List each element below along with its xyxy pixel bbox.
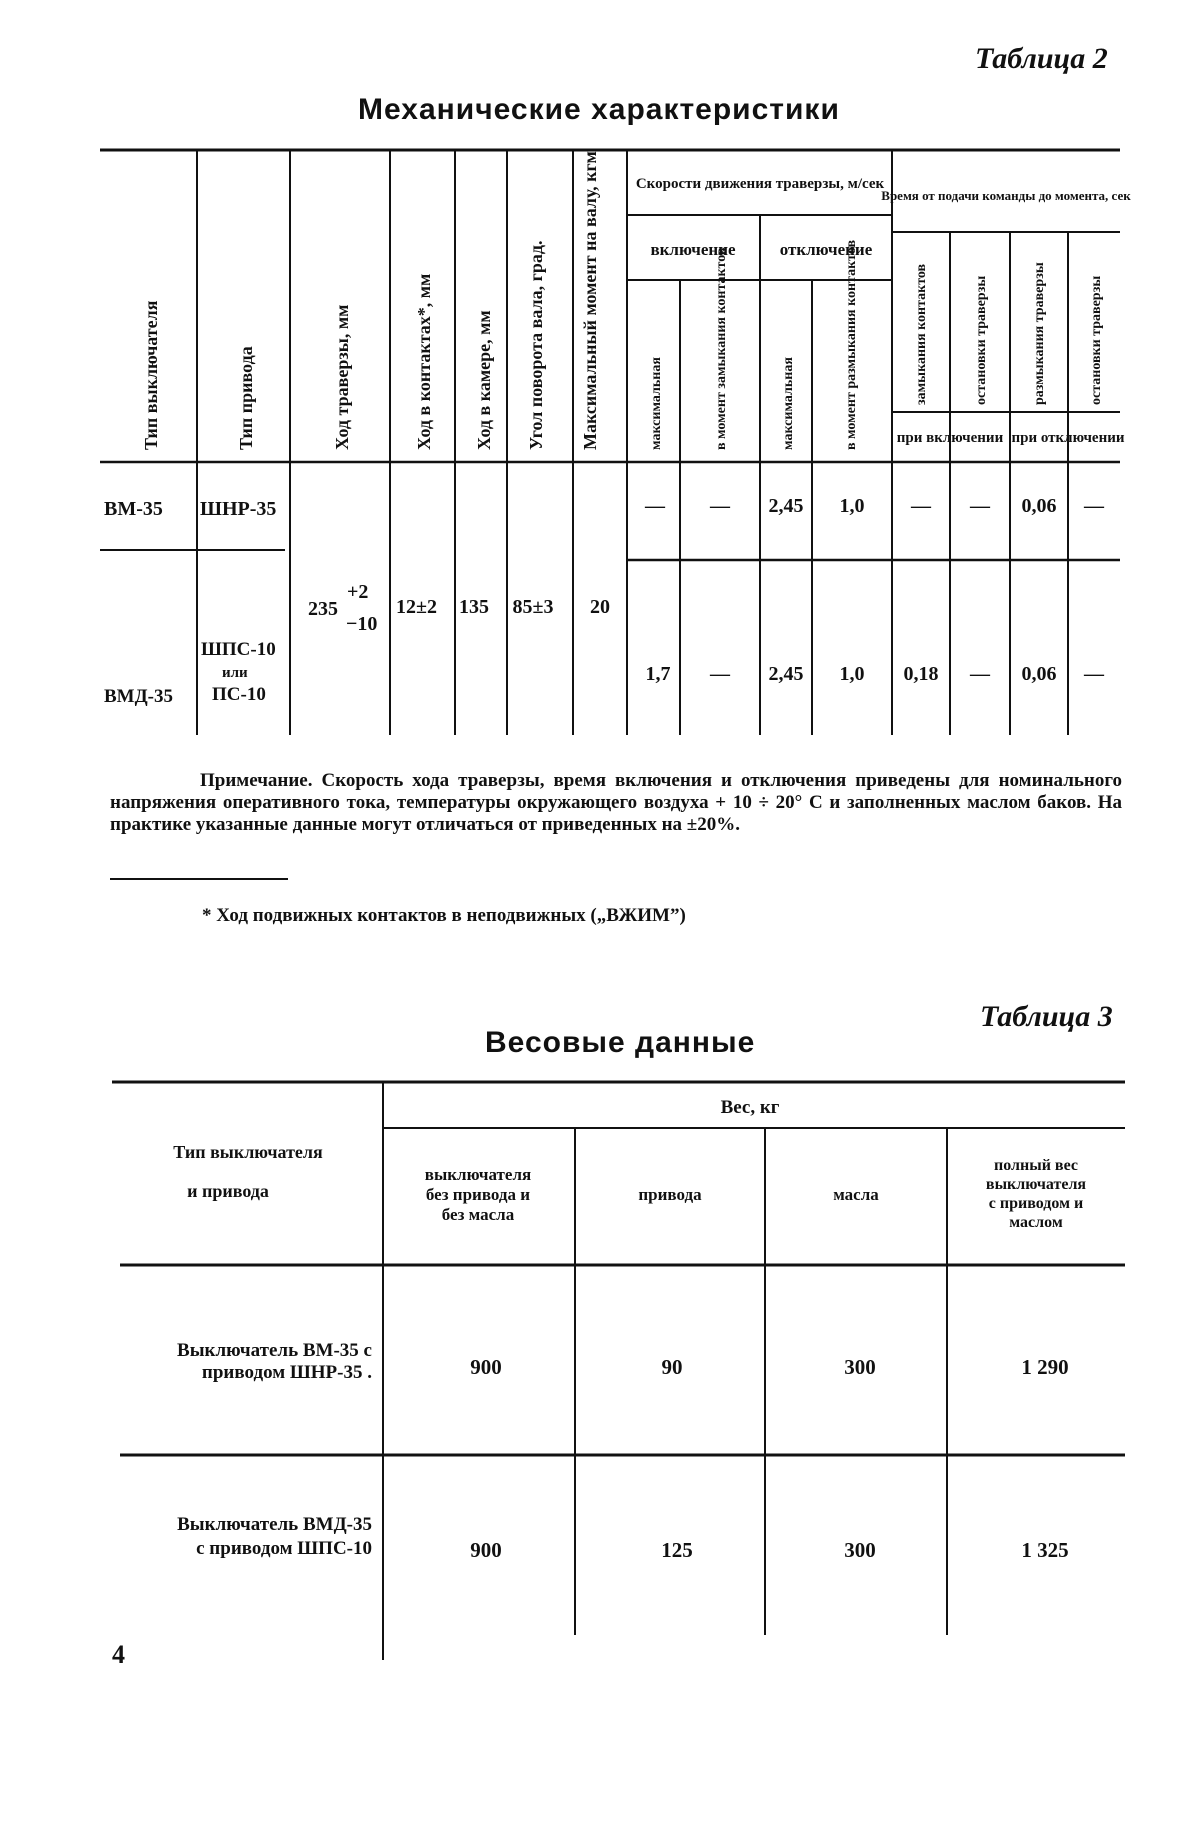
- header-weight-group: Вес, кг: [720, 1097, 780, 1118]
- header-weight-total-4: маслом: [1009, 1214, 1063, 1231]
- row1-drive: ШНР-35: [200, 498, 277, 520]
- header-time-group: Время от подачи команды до момента, сек: [881, 188, 1131, 203]
- weight-row1-total: 1 290: [1021, 1355, 1069, 1379]
- header-weight-oil: масла: [833, 1185, 879, 1204]
- row2-drive-or: или: [222, 665, 248, 681]
- header-weight-drive: привода: [638, 1185, 702, 1204]
- table3-grid: [0, 1060, 1200, 1660]
- header-speed-off-max: максимальная: [781, 357, 796, 450]
- header-max-torque: Максимальный момент на валу, кгм: [580, 151, 600, 450]
- shaft-angle-value: 85±3: [512, 596, 554, 618]
- contact-stroke-value: 12±2: [396, 596, 437, 618]
- weight-row2-oil: 300: [844, 1538, 876, 1562]
- page-number: 4: [112, 1640, 125, 1669]
- header-speed-group: Скорости движения траверзы, м/сек: [635, 176, 885, 192]
- header-when-off: при отключении: [1011, 430, 1125, 446]
- weight-row2-total: 1 325: [1021, 1538, 1069, 1562]
- traverse-stroke-minus: −10: [346, 613, 378, 635]
- weight-row1-breaker: 900: [470, 1355, 502, 1379]
- row2-drive-alt: ПС-10: [212, 684, 266, 705]
- header-time-open-traverse: размыкания траверзы: [1032, 262, 1047, 405]
- row1-speed-off-contact: 1,0: [839, 495, 865, 517]
- header-weight-total-2: выключателя: [985, 1176, 1087, 1193]
- traverse-stroke-plus: +2: [347, 581, 369, 603]
- table2-title: Механические характеристики: [358, 93, 840, 126]
- table2-number: Таблица 2: [975, 42, 1108, 75]
- weight-row1-drive: 90: [661, 1355, 683, 1379]
- row2-speed-off-contact: 1,0: [839, 663, 865, 685]
- row1-time-close: —: [911, 495, 931, 517]
- weight-row2-drive: 125: [661, 1538, 693, 1562]
- row2-breaker: ВМД-35: [104, 686, 174, 707]
- header-time-close-contacts: замыкания контактов: [914, 263, 929, 405]
- table3-title: Весовые данные: [485, 1026, 756, 1059]
- header-speed-on: включение: [650, 240, 736, 259]
- table2-grid: [0, 0, 1200, 760]
- header-weight-breaker-2: без привода и: [425, 1185, 531, 1204]
- row1-breaker: ВМ-35: [104, 498, 163, 520]
- row2-drive: ШПС-10: [201, 639, 276, 660]
- weight-row1-oil: 300: [844, 1355, 876, 1379]
- header-contact-stroke: Ход в контактах*, мм: [414, 273, 434, 450]
- row1-time-stop-on: —: [970, 495, 990, 517]
- header-shaft-angle: Угол поворота вала, град.: [526, 240, 546, 450]
- row1-speed-off-max: 2,45: [768, 495, 804, 517]
- weight-row1-name-1: Выключатель ВМ-35 с: [177, 1340, 372, 1361]
- weight-row2-name-1: Выключатель ВМД-35: [177, 1514, 372, 1535]
- row1-time-stop-off: —: [1084, 495, 1104, 517]
- header-speed-off: отключение: [779, 240, 873, 259]
- weight-row2-breaker: 900: [470, 1538, 502, 1562]
- row1-speed-on-contact: —: [710, 495, 730, 517]
- header-weight-type-line1: Тип выключателя: [173, 1142, 323, 1162]
- header-speed-off-contact: в момент размыкания контактов: [844, 239, 859, 450]
- row2-speed-off-max: 2,45: [768, 663, 804, 685]
- header-weight-total-3: с приводом и: [988, 1195, 1084, 1212]
- header-speed-on-max: максимальная: [649, 357, 664, 450]
- row2-time-stop-off: —: [1084, 663, 1104, 685]
- traverse-stroke-base: 235: [308, 598, 338, 620]
- row2-time-close: 0,18: [903, 663, 939, 685]
- header-weight-total-1: полный вес: [994, 1157, 1078, 1174]
- header-speed-on-contact: в момент замыкания контактов: [714, 247, 729, 450]
- table3-number: Таблица 3: [980, 1000, 1113, 1033]
- header-when-on: при включении: [896, 430, 1004, 446]
- row2-time-open: 0,06: [1021, 663, 1057, 685]
- table2-note: Примечание. Скорость хода траверзы, время включения и отключения приведены для номинального напряжения оперативного тока, температуры окружающего воздуха + 10 ÷ 20° С и заполненных маслом баков. На практике указанные данные могут отличаться от приведенных на ±20%.: [110, 770, 1122, 835]
- weight-row1-name-2: приводом ШНР-35 .: [201, 1362, 372, 1383]
- note-divider: [110, 878, 288, 880]
- header-time-stop-traverse-off: остановки траверзы: [1089, 275, 1104, 405]
- weight-row2-name-2: с приводом ШПС-10: [196, 1538, 372, 1559]
- header-weight-breaker-3: без масла: [441, 1205, 515, 1224]
- chamber-stroke-value: 135: [459, 596, 489, 618]
- row1-speed-on-max: —: [645, 495, 665, 517]
- row2-speed-on-max: 1,7: [645, 663, 671, 685]
- header-drive-type: Тип привода: [236, 346, 256, 450]
- table2-footnote: * Ход подвижных контактов в неподвижных („ВЖИМ”): [202, 905, 686, 926]
- row1-time-open: 0,06: [1021, 495, 1057, 517]
- header-weight-type-line2: и привода: [187, 1181, 269, 1201]
- header-traverse-stroke: Ход траверзы, мм: [332, 304, 352, 450]
- header-breaker-type: Тип выключателя: [141, 300, 161, 450]
- row2-speed-on-contact: —: [710, 663, 730, 685]
- header-weight-breaker-1: выключателя: [424, 1165, 532, 1184]
- max-torque-value: 20: [590, 596, 610, 618]
- row2-time-stop-on: —: [970, 663, 990, 685]
- header-time-stop-traverse-on: остановки траверзы: [974, 275, 989, 405]
- header-chamber-stroke: Ход в камере, мм: [474, 310, 494, 450]
